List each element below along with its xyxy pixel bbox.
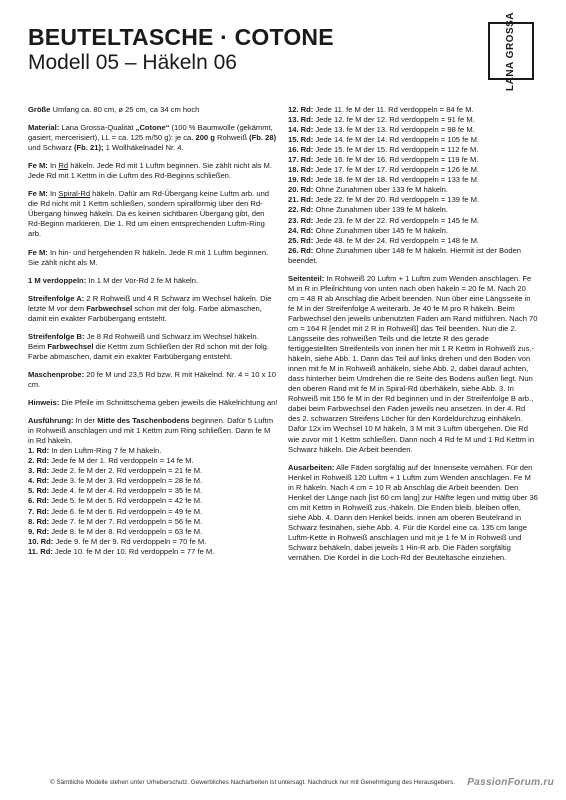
logo-line1: LANA [505,61,517,91]
material-text-2: (100 % Baumwolle (gekämmt, gasiert, mercerisiert), LL = ca. 125 m/50 g): je ca. [28,123,273,143]
round-label: 13. Rd: [288,115,314,125]
streifenfolge-b-text-2: die Kettm zum Schließen der Rd schon mit der folg. Farbe abmaschen, damit ein exakter Farbübergang entsteht. [28,341,270,361]
material-quality: „Cotone“ [135,123,170,133]
streifenfolge-a-paragraph [28,294,278,324]
hinweis-label: Hinweis: [28,398,60,408]
round-instruction [288,175,538,185]
fe-m-rd-term: Rd [58,161,69,171]
round-text: Jede fe M der 1. Rd verdoppeln = 14 fe M. [49,456,194,466]
round-instruction [28,517,278,527]
round-text: Jede 10. fe M der 10. Rd verdoppeln = 77 fe M. [52,546,215,556]
round-text: Jede 23. fe M der 22. Rd verdoppeln = 145 fe M. [313,215,480,225]
round-instruction [288,216,538,226]
ausfuehrung-bold: Mitte des Taschenbodens [97,416,190,426]
round-label: 4. Rd: [28,476,50,486]
round-label: 22. Rd: [288,205,314,215]
left-row-list [28,446,278,557]
round-label: 15. Rd: [288,135,314,145]
m-verdoppeln-label: 1 M verdoppeln: [28,275,87,285]
fe-m-text-1: In [47,161,59,171]
left-column [28,105,278,557]
round-text: Jede 18. fe M der 18. Rd verdoppeln = 133 fe M. [313,175,480,185]
round-label: 18. Rd: [288,165,314,175]
logo-text [506,11,517,90]
round-instruction [288,246,538,266]
streifenfolge-b-text-1: Je 8 Rd Rohweiß und Schwarz im Wechsel häkeln. Beim [28,331,259,351]
round-label: 6. Rd: [28,496,50,506]
fe-m-rd-paragraph [28,161,278,181]
round-label: 5. Rd: [28,486,50,496]
material-fb28: (Fb. 28) [249,133,277,143]
round-label: 7. Rd: [28,506,50,516]
page-subtitle: Modell 05 – Häkeln 06 [28,51,237,74]
streifenfolge-b-label: Streifenfolge B: [28,331,85,341]
round-instruction [28,456,278,466]
round-instruction [28,446,278,456]
round-label: 24. Rd: [288,225,314,235]
round-text: Jede 13. fe M der 13. Rd verdoppeln = 98 fe M. [313,125,475,135]
copyright-footer: © Sämtliche Modelle stehen unter Urheberschutz. Gewerbliches Nacharbeiten ist untersagt. Nachdruck nur mit Genehmigung des Herausgebers. [50,779,456,786]
round-text: Jede 8. fe M der 8. Rd verdoppeln = 63 fe M. [49,526,203,536]
round-instruction [288,135,538,145]
ausfuehrung-label: Ausführung: [28,416,74,426]
round-text: Ohne Zunahmen über 148 fe M häkeln. Hiermit ist der Boden beendet. [288,245,522,265]
round-label: 17. Rd: [288,155,314,165]
brand-logo [488,11,534,91]
m-verdoppeln-text: In 1 M der Vor-Rd 2 fe M häkeln. [86,275,199,285]
fe-m-label: Fe M: [28,161,48,171]
streifenfolge-a-farbwechsel: Farbwechsel [86,303,133,313]
round-instruction [28,507,278,517]
round-text: Ohne Zunahmen über 133 fe M häkeln. [313,185,448,195]
round-text: Jede 5. fe M der 5. Rd verdoppeln = 42 fe M. [49,496,203,506]
round-text: Jede 3. fe M der 3. Rd verdoppeln = 28 fe M. [49,476,203,486]
seitenteil-paragraph [288,274,538,455]
seitenteil-text: In Rohweiß 20 Luftm + 1 Luftm zum Wenden anschlagen. Fe M in R in Pfeilrichtung von unten nach oben häkeln = 20 fe M. Nach 20 cm = 48 R ab Anschlag die Arbeit beenden. Nun über eine Längsseite in fe M in der Streifenfolge A weiterarb. Je 40 fe M pro R häkeln. Beim Farbwechsel den jeweils unbenutzten Faden am Rand mitführen. Nach 70 cm = 164 R [endet mit 2 R in Rohweiß] das Teil beenden. Nun die 2. Längsseite des rohweißen Teils und die letzte R des gerade fertiggestellten Streifenteils von innen her mit 1 R Kettm in Rohweiß zus.-häkeln, siehe Abb. 1. Dann das Teil auf links drehen und den Boden von innen mit fe M in Rohweiß anhäkeln, siehe Abb. 2, dabei darauf achten, dass hinterher beim Umdrehen die re Seite des Bodens außen liegt. Nun den oberen Rand mit fe M in Spiral-Rd überhäkeln, siehe Abb. 3. In Rohweiß mit 156 fe M in der Rd beginnen und in der Streifenfolge B arb., dabei beim Farbwechsel den Faden jeweils neu ansetzen. In der 4. Rd des 2. schwarzen Streifens Löcher für den Kordeldurchzug einhäkeln. Dafür 12x im Wechsel 10 M häkeln, 3 M mit 3 Luftm übergehen. Die Rd wie zuvor mit 1 Kettm schließen. Dann noch 4 Rd fe M und 1 Rd Kettm in Schwarz häkeln. Die Arbeit beenden. [288,273,538,454]
streifenfolge-b-farbwechsel: Farbwechsel [47,341,94,351]
logo-line2: GROSSA [505,11,517,58]
material-text-4: und Schwarz [28,143,75,153]
material-text-3: Rohweiß [214,133,250,143]
groesse-paragraph [28,105,278,115]
fe-m-rows-label: Fe M: [28,247,48,257]
round-text: Ohne Zunahmen über 145 fe M häkeln. [313,225,448,235]
material-text-1: Lana Grossa-Qualität [59,123,136,133]
fe-m-spiral-term: Spiral-Rd [58,189,91,199]
right-column [288,105,538,571]
round-text: Ohne Zunahmen über 139 fe M häkeln. [313,205,448,215]
streifenfolge-a-text-2: schon mit der folg. Farbe abmaschen, damit ein exakter Farbübergang entsteht. [28,303,262,323]
round-text: Jede 17. fe M der 17. Rd verdoppeln = 126 fe M. [313,165,480,175]
round-instruction [288,165,538,175]
round-label: 19. Rd: [288,175,314,185]
round-instruction [28,537,278,547]
round-label: 20. Rd: [288,185,314,195]
material-label: Material: [28,123,60,133]
round-label: 12. Rd: [288,105,314,114]
ausarbeiten-paragraph [288,463,538,563]
round-instruction [28,527,278,537]
fe-m-rows-paragraph [28,248,278,268]
material-amount: 200 g [195,133,215,143]
round-instruction [288,145,538,155]
round-instruction [288,115,538,125]
round-instruction [288,105,538,115]
maschenprobe-paragraph [28,370,278,390]
round-label: 14. Rd: [288,125,314,135]
round-text: Jede 9. fe M der 9. Rd verdoppeln = 70 fe M. [53,536,207,546]
fe-m-spiral-text-1: In [47,189,59,199]
page-title: BEUTELTASCHE · COTONE [28,24,334,50]
round-text: In den Luftm-Ring 7 fe M häkeln. [49,446,162,456]
round-label: 16. Rd: [288,145,314,155]
ausfuehrung-text-1: In der [73,416,98,426]
hinweis-paragraph [28,398,278,408]
fe-m-spiral-label: Fe M: [28,189,48,199]
round-label: 25. Rd: [288,235,314,245]
fe-m-text-2: häkeln. Jede Rd mit 1 Luftm beginnen. Sie zählt nicht als M. Jede Rd mit 1 Kettm in die Luftm des Rd-Beginns schließen. [28,161,272,181]
round-text: Jede 48. fe M der 24. Rd verdoppeln = 148 fe M. [313,235,480,245]
round-text: Jede 7. fe M der 7. Rd verdoppeln = 56 fe M. [49,516,203,526]
round-label: 1. Rd: [28,446,50,456]
round-instruction [288,226,538,236]
round-text: Jede 15. fe M der 15. Rd verdoppeln = 112 fe M. [313,145,479,155]
round-instruction [288,205,538,215]
round-label: 9. Rd: [28,526,50,536]
round-text: Jede 6. fe M der 6. Rd verdoppeln = 49 fe M. [49,506,203,516]
hinweis-text: Die Pfeile im Schnittschema geben jeweils die Häkelrichtung an! [59,398,278,408]
round-instruction [28,476,278,486]
groesse-label: Größe [28,105,51,114]
round-label: 21. Rd: [288,195,314,205]
round-instruction [28,547,278,557]
material-fb21: (Fb. 21); [74,143,104,153]
round-instruction [288,125,538,135]
fe-m-spiral-paragraph [28,189,278,239]
round-text: Jede 2. fe M der 2. Rd verdoppeln = 21 fe M. [49,466,203,476]
maschenprobe-text: 20 fe M und 23,5 Rd bzw. R mit Häkelnd. Nr. 4 = 10 x 10 cm. [28,369,276,389]
round-text: Jede 22. fe M der 20. Rd verdoppeln = 139 fe M. [313,195,480,205]
ausfuehrung-text-2: beginnen. Dafür 5 Luftm in Rohweiß anschlagen und mit 1 Kettm zum Ring schließen. Dann fe M in Rd häkeln. [28,416,274,446]
round-instruction [288,195,538,205]
round-label: 3. Rd: [28,466,50,476]
round-instruction [28,496,278,506]
fe-m-spiral-text-2: häkeln. Dafür am Rd-Übergang keine Luftm arb. und die Rd nicht mit 1 Kettm schließen, sondern spiralförmig über den Rd-Übergang hinweg häkeln. Da es keinen sichtbaren Übergang gibt, den Rd-Beginn markieren. Die 1. Rd um einen entsprechenden Luftm-Ring arb. [28,189,270,239]
round-label: 2. Rd: [28,456,50,466]
round-instruction [28,466,278,476]
round-text: Jede 4. fe M der 4. Rd verdoppeln = 35 fe M. [49,486,203,496]
ausarbeiten-text: Alle Fäden sorgfältig auf der Innenseite vernähen. Für den Henkel in Rohweiß 120 Luftm + 1 Luftm zum Wenden anschlagen. Fe M in R häkeln. Nach 4 cm = 10 R ab Anschlag die Arbeit beenden. Den Henkel der Länge nach [ist 60 cm lang] zur Hälfte legen und mittig über 36 cm mit Kettm in Rohweiß zus.-häkeln. Die Enden bleib. bleiben offen, siehe Abb. 4. Dann den Henkel beids. innen am oberen Beutelrand in Schwarz festnähen, siehe Abb. 4. Für die Kordel eine ca. 135 cm lange Luftm-Kette in Rohweiß anschlagen und mit je 1 fe M in Rohweiß und Schwarz behäkeln, dabei jeweils 1 Hin-R arb. Die Fäden sorgfältig vernähen. Die Kordel in die Loch-Rd der Beuteltasche einziehen. [288,462,538,563]
round-label: 11. Rd: [28,546,53,556]
round-instruction [28,486,278,496]
watermark: PassionForum.ru [467,777,554,788]
m-verdoppeln-paragraph [28,276,278,286]
streifenfolge-a-text-1: 2 R Rohweiß und 4 R Schwarz im Wechsel häkeln. Die letzte M vor dem [28,293,272,313]
material-paragraph [28,123,278,153]
right-row-list [288,105,538,266]
streifenfolge-b-paragraph [28,332,278,362]
round-label: 8. Rd: [28,516,50,526]
groesse-text: Umfang ca. 80 cm, ø 25 cm, ca 34 cm hoch [50,105,200,114]
round-instruction [288,236,538,246]
round-instruction [288,155,538,165]
round-text: Jede 16. fe M der 16. Rd verdoppeln = 119 fe M. [313,155,479,165]
streifenfolge-a-label: Streifenfolge A: [28,293,85,303]
round-text: Jede 14. fe M der 14. Rd verdoppeln = 105 fe M. [313,135,480,145]
round-text: Jede 12. fe M der 12. Rd verdoppeln = 91 fe M. [313,115,475,125]
round-label: 10. Rd: [28,536,54,546]
round-label: 23. Rd: [288,215,314,225]
ausfuehrung-paragraph [28,416,278,446]
round-label: 26. Rd: [288,245,314,255]
maschenprobe-label: Maschenprobe: [28,369,85,379]
round-text: Jede 11. fe M der 11. Rd verdoppeln = 84 fe M. [313,105,474,114]
ausarbeiten-label: Ausarbeiten: [288,462,335,472]
fe-m-rows-text: In hin- und hergehenden R häkeln. Jede R mit 1 Luftm beginnen. Sie zählt nicht als M. [28,247,269,267]
material-text-5: 1 Wollhäkelnadel Nr. 4. [103,143,184,153]
seitenteil-label: Seitenteil: [288,273,325,283]
round-instruction [288,185,538,195]
